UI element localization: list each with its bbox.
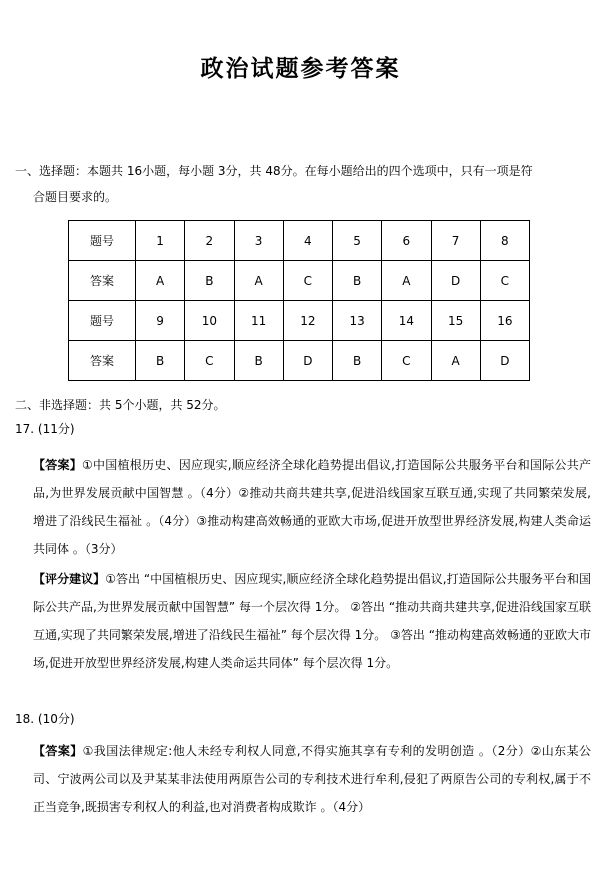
- section1-intro-line1: 一、选择题：本题共 16小题，每小题 3分，共 48分。在每小题给出的四个选项中，只有一项是符: [15, 164, 533, 178]
- row-label-answer: 答案: [69, 341, 136, 381]
- question-number-cell: 8: [480, 221, 529, 261]
- question-number-cell: 4: [283, 221, 332, 261]
- question-number-cell: 13: [333, 301, 382, 341]
- q17-answer-tag: 【答案】: [33, 458, 83, 472]
- answer-cell: D: [480, 341, 529, 381]
- question-number-cell: 11: [234, 301, 283, 341]
- question-number-cell: 3: [234, 221, 283, 261]
- q17-answer-text: ①中国植根历史、因应现实,顺应经济全球化趋势提出倡议,打造国际公共服务平台和国际公共产品,为世界发展贡献中国智慧 。（4分）②推动共商共建共享,促进沿线国家互联互通,实现了共同繁荣发展,增进了沿线民生福祉 。（4分）③推动构建高效畅通的亚欧大市场,促进开放型世界经济发展,构建人类命运共同体 。（3分）: [33, 458, 592, 556]
- q17-rubric-tag: 【评分建议】: [33, 572, 106, 586]
- section2-heading: 二、非选择题：共 5个小题，共 52分。: [15, 398, 226, 412]
- answer-cell: A: [136, 261, 185, 301]
- q17-rubric-text: ①答出 “中国植根历史、因应现实,顺应经济全球化趋势提出倡议,打造国际公共服务平台和国际公共产品,为世界发展贡献中国智慧” 每一个层次得 1分。 ②答出 “推动共商共建共享,促进沿线国家互联互通,实现了共同繁荣发展,增进了沿线民生福祉” 每个层次得 1分。 ③答出 “推动构建高效畅通的亚欧大市场,促进开放型世界经济发展,构建人类命运共同体” 每个层次得 1分。: [33, 572, 591, 670]
- question-number-cell: 2: [185, 221, 234, 261]
- q18-answer-text: ①我国法律规定:他人未经专利权人同意,不得实施其享有专利的发明创造 。（2分）②山东某公司、宁波两公司以及尹某某非法使用两原告公司的专利技术进行牟利,侵犯了两原告公司的专利权,属于不正当竞争,既损害专利权人的利益,也对消费者构成欺诈 。（4分）: [33, 744, 591, 814]
- answer-cell: B: [185, 261, 234, 301]
- answer-cell: D: [431, 261, 480, 301]
- answer-cell: D: [283, 341, 332, 381]
- q17-number: 17. (11分): [15, 422, 75, 436]
- table-row-answers-1: [69, 261, 530, 301]
- answer-cell: C: [382, 341, 431, 381]
- page-title: 政治试题参考答案: [200, 56, 401, 82]
- question-number-cell: 12: [283, 301, 332, 341]
- section1-intro-line2: 合题目要求的。: [33, 190, 118, 204]
- question-number-cell: 7: [431, 221, 480, 261]
- question-number-cell: 1: [136, 221, 185, 261]
- answer-table: [68, 220, 530, 381]
- q18-number: 18. (10分): [15, 712, 75, 726]
- answer-cell: B: [333, 341, 382, 381]
- row-label-number: 题号: [69, 221, 136, 261]
- answer-cell: A: [382, 261, 431, 301]
- question-number-cell: 5: [333, 221, 382, 261]
- table-row-answers-2: [69, 341, 530, 381]
- question-number-cell: 6: [382, 221, 431, 261]
- question-number-cell: 16: [480, 301, 529, 341]
- answer-cell: A: [234, 261, 283, 301]
- q18-answer-tag: 【答案】: [33, 744, 83, 758]
- row-label-answer: 答案: [69, 261, 136, 301]
- answer-cell: A: [431, 341, 480, 381]
- question-number-cell: 9: [136, 301, 185, 341]
- table-row-numbers-2: [69, 301, 530, 341]
- question-number-cell: 15: [431, 301, 480, 341]
- row-label-number: 题号: [69, 301, 136, 341]
- answer-cell: B: [136, 341, 185, 381]
- answer-cell: B: [234, 341, 283, 381]
- q18-answer: [33, 737, 591, 821]
- question-number-cell: 14: [382, 301, 431, 341]
- question-number-cell: 10: [185, 301, 234, 341]
- table-row-numbers-1: [69, 221, 530, 261]
- answer-cell: C: [185, 341, 234, 381]
- answer-cell: C: [283, 261, 332, 301]
- q17-answer: [33, 451, 591, 563]
- answer-cell: B: [333, 261, 382, 301]
- q17-rubric: [33, 565, 591, 677]
- answer-cell: C: [480, 261, 529, 301]
